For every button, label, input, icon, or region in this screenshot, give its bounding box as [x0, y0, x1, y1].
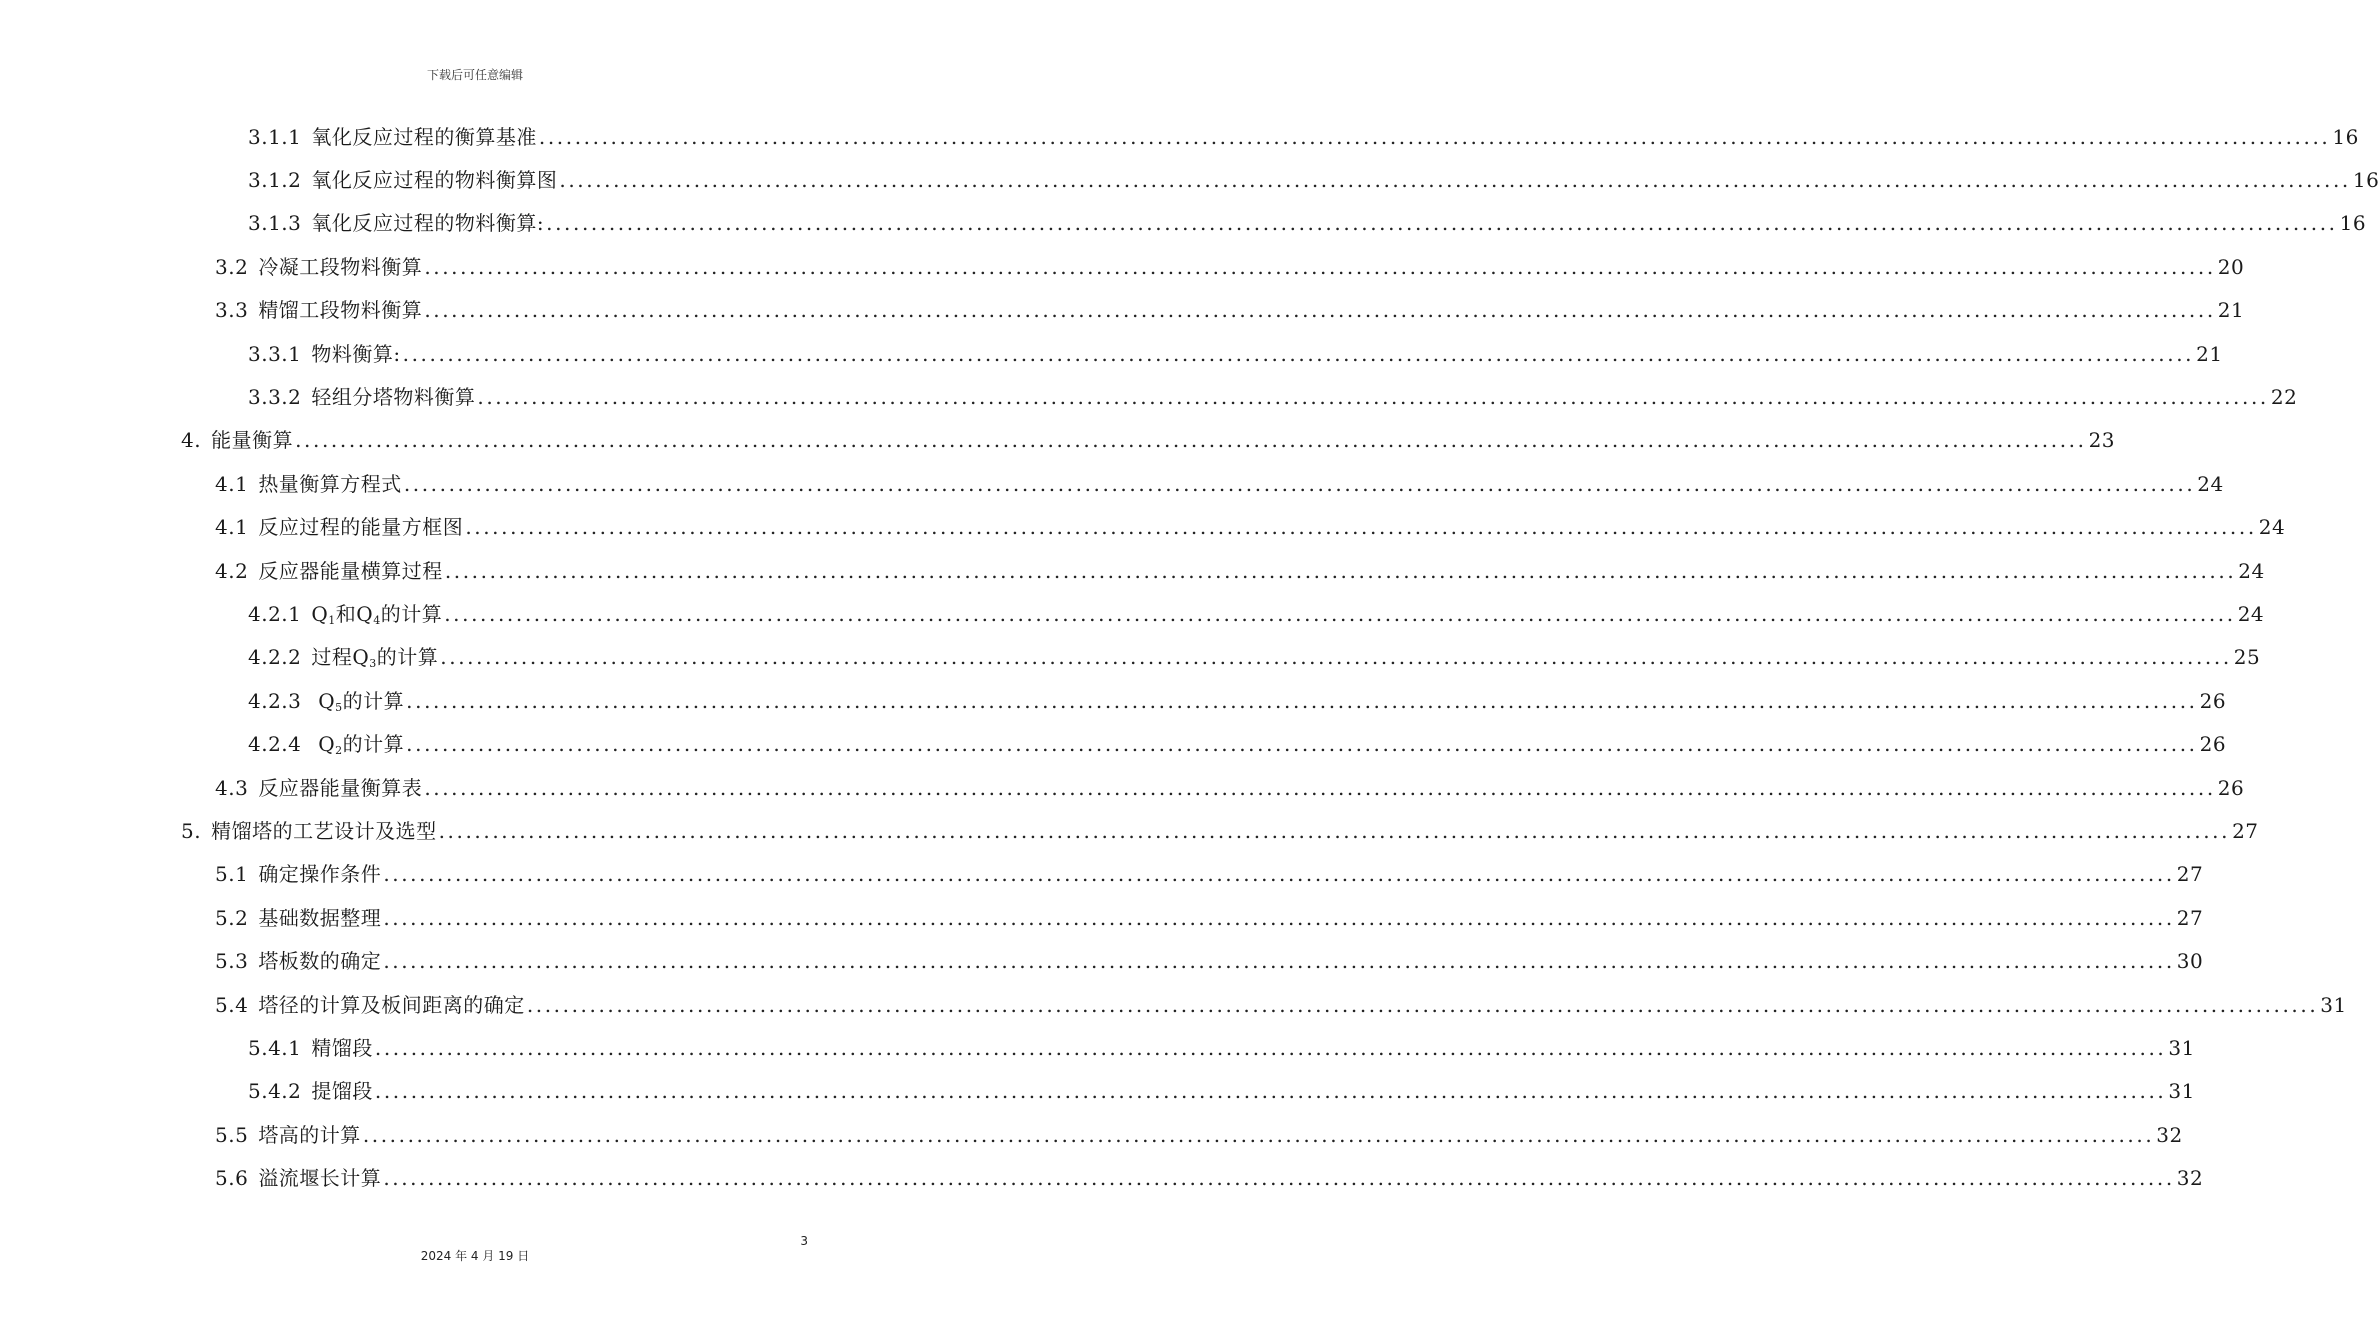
toc-entry-title: 反应器能量衡算表: [258, 775, 423, 800]
toc-entry-number: 5.: [181, 819, 202, 844]
footer-date: 2024 年 4 月 19 日: [420, 1249, 530, 1263]
toc-entry-page: 30: [2176, 949, 2204, 974]
toc-entry-title: [311, 688, 405, 714]
toc-title-subscript: 4: [373, 614, 381, 628]
toc-entry-number: 5.4.1: [248, 1036, 302, 1061]
toc-entry-title: 塔高的计算: [258, 1122, 361, 1147]
toc-dot-leader: ........................................................................................................................................................................................................: [383, 1166, 2175, 1191]
toc-entry-page: 16: [2332, 124, 2359, 149]
toc-entry-number: 4.2.1: [248, 602, 302, 627]
page-number: 3: [800, 1234, 808, 1248]
toc-entry-page: 16: [2352, 168, 2379, 193]
toc-title-text: Q: [311, 732, 336, 757]
toc-entry-title: 溢流堰长计算: [258, 1166, 382, 1191]
toc-entry-page: 26: [2217, 775, 2245, 800]
toc-entry[interactable]: [248, 202, 2367, 245]
toc-entry-number: 3.1.2: [248, 168, 302, 193]
toc-entry-title: 提馏段: [311, 1079, 373, 1104]
toc-entry[interactable]: [248, 332, 2223, 375]
toc-entry-title: 精馏塔的工艺设计及选型: [211, 819, 437, 844]
toc-title-text: Q: [311, 602, 329, 627]
toc-entry[interactable]: [215, 983, 2347, 1026]
toc-entry-page: 31: [2168, 1036, 2195, 1061]
toc-entry[interactable]: [215, 940, 2204, 983]
toc-dot-leader: ........................................................................................................................................................................................................: [362, 1122, 2155, 1147]
toc-entry-page: 26: [2199, 688, 2227, 713]
toc-entry[interactable]: [181, 809, 2259, 852]
toc-entry-page: 24: [2258, 515, 2286, 540]
toc-entry-number: 3.1.1: [248, 124, 302, 149]
toc-entry-number: 3.3.1: [248, 341, 302, 366]
toc-entry-page: 31: [2168, 1079, 2195, 1104]
toc-title-text: 的计算: [376, 645, 439, 670]
toc-entry-page: 21: [2196, 341, 2223, 366]
toc-dot-leader: ........................................................................................................................................................................................................: [424, 254, 2216, 279]
toc-dot-leader: ........................................................................................................................................................................................................: [559, 168, 2351, 193]
toc-entry-page: 16: [2339, 211, 2367, 236]
toc-dot-leader: ........................................................................................................................................................................................................: [526, 992, 2319, 1017]
toc-entry-number: 3.2: [215, 254, 249, 279]
toc-dot-leader: ........................................................................................................................................................................................................: [444, 602, 2236, 627]
toc-entry-page: 20: [2217, 254, 2245, 279]
page-header: 下载后可任意编辑: [426, 68, 523, 82]
toc-dot-leader: ........................................................................................................................................................................................................: [383, 949, 2175, 974]
toc-entry-number: 5.4.2: [248, 1079, 302, 1104]
toc-dot-leader: ........................................................................................................................................................................................................: [546, 211, 2338, 236]
toc-dot-leader: ........................................................................................................................................................................................................: [424, 775, 2216, 800]
toc-title-text: 的计算: [380, 602, 443, 627]
toc-entry-page: 27: [2232, 819, 2259, 844]
toc-entry-number: 4.1: [215, 515, 249, 540]
toc-entry-title: 精馏工段物料衡算: [258, 298, 423, 323]
toc-entry-page: 31: [2320, 992, 2347, 1017]
toc-entry-title: 氧化反应过程的物料衡算图: [311, 168, 558, 193]
toc-entry-title: 物料衡算:: [311, 341, 401, 366]
toc-dot-leader: ........................................................................................................................................................................................................: [406, 688, 2198, 713]
toc-entry-number: 5.6: [215, 1166, 249, 1191]
toc-entry-page: 23: [2088, 428, 2116, 453]
toc-entry[interactable]: [215, 766, 2245, 809]
toc-entry[interactable]: [248, 592, 2265, 635]
toc-entry[interactable]: [248, 1070, 2195, 1113]
toc-entry[interactable]: [248, 636, 2261, 679]
toc-entry-page: 24: [2197, 471, 2224, 496]
toc-entry-page: 24: [2238, 558, 2265, 583]
toc-entry[interactable]: [215, 506, 2286, 549]
toc-title-text: 和Q: [335, 602, 374, 627]
toc-entry-title: 轻组分塔物料衡算: [311, 385, 476, 410]
toc-entry-number: 4.3: [215, 775, 249, 800]
toc-entry-number: 4.2.4: [248, 732, 302, 757]
toc-entry-page: 27: [2176, 862, 2204, 887]
toc-entry-title: 反应过程的能量方框图: [258, 515, 464, 540]
toc-entry-title: 塔板数的确定: [258, 949, 382, 974]
toc-entry-title: 冷凝工段物料衡算: [258, 254, 423, 279]
toc-entry-title: [311, 645, 439, 671]
toc-entry-number: 3.3.2: [248, 385, 302, 410]
toc-entry-number: 3.1.3: [248, 211, 302, 236]
toc-dot-leader: ........................................................................................................................................................................................................: [444, 558, 2237, 583]
toc-title-text: Q: [311, 688, 336, 713]
toc-entry-page: 25: [2233, 645, 2261, 670]
toc-entry-number: 5.5: [215, 1122, 249, 1147]
toc-dot-leader: ........................................................................................................................................................................................................: [402, 341, 2195, 366]
toc-entry-title: 基础数据整理: [258, 905, 382, 930]
toc-dot-leader: ........................................................................................................................................................................................................: [538, 124, 2331, 149]
toc-dot-leader: ........................................................................................................................................................................................................: [465, 515, 2257, 540]
toc-entry[interactable]: [215, 1157, 2204, 1200]
toc-entry-page: 27: [2176, 905, 2204, 930]
toc-entry-page: 22: [2270, 385, 2298, 410]
toc-entry-number: 3.3: [215, 298, 249, 323]
toc-title-subscript: 5: [335, 700, 343, 714]
toc-entry[interactable]: [248, 1026, 2195, 1069]
toc-entry[interactable]: [215, 896, 2204, 939]
toc-entry[interactable]: [248, 375, 2298, 418]
toc-dot-leader: ........................................................................................................................................................................................................: [374, 1036, 2167, 1061]
toc-dot-leader: ........................................................................................................................................................................................................: [440, 645, 2232, 670]
toc-dot-leader: ........................................................................................................................................................................................................: [383, 862, 2175, 887]
toc-title-text: 过程Q: [311, 645, 370, 670]
toc-dot-leader: ........................................................................................................................................................................................................: [406, 732, 2198, 757]
toc-entry[interactable]: [215, 462, 2224, 505]
toc-entry-page: 32: [2176, 1166, 2204, 1191]
toc-entry-page: 21: [2217, 298, 2245, 323]
toc-entry[interactable]: [215, 245, 2245, 288]
toc-dot-leader: ........................................................................................................................................................................................................: [438, 819, 2231, 844]
toc-dot-leader: ........................................................................................................................................................................................................: [424, 298, 2216, 323]
toc-entry-title: 反应器能量横算过程: [258, 558, 443, 583]
toc-entry-number: 5.3: [215, 949, 249, 974]
toc-entry-number: 5.4: [215, 992, 249, 1017]
toc-entry-page: 24: [2237, 602, 2265, 627]
toc-entry[interactable]: [215, 289, 2245, 332]
toc-entry-title: 确定操作条件: [258, 862, 382, 887]
toc-dot-leader: ........................................................................................................................................................................................................: [403, 471, 2196, 496]
toc-entry[interactable]: [248, 679, 2227, 722]
toc-entry[interactable]: [248, 158, 2379, 201]
toc-entry-number: 4.2: [215, 558, 249, 583]
toc-entry-page: 26: [2199, 732, 2227, 757]
toc-dot-leader: ........................................................................................................................................................................................................: [374, 1079, 2167, 1104]
toc-entry[interactable]: [215, 853, 2204, 896]
toc-dot-leader: ........................................................................................................................................................................................................: [295, 428, 2087, 453]
toc-entry-number: 4.: [181, 428, 202, 453]
toc-entry-number: 5.1: [215, 862, 249, 887]
toc-entry-title: 精馏段: [311, 1036, 373, 1061]
toc-entry-title: 氧化反应过程的物料衡算:: [311, 211, 545, 236]
toc-entry-number: 4.2.2: [248, 645, 302, 670]
toc-entry[interactable]: [248, 723, 2227, 766]
toc-entry-title: 塔径的计算及板间距离的确定: [258, 992, 525, 1017]
toc-entry-title: 氧化反应过程的衡算基准: [311, 124, 537, 149]
toc-entry[interactable]: [181, 419, 2116, 462]
toc-entry-number: 4.2.3: [248, 688, 302, 713]
toc-entry[interactable]: [248, 115, 2359, 158]
toc-entry-number: 5.2: [215, 905, 249, 930]
toc-title-subscript: 2: [335, 744, 343, 758]
toc-title-subscript: 1: [328, 614, 336, 628]
toc-entry-number: 4.1: [215, 471, 249, 496]
toc-entry-title: 能量衡算: [211, 428, 294, 453]
toc-title-text: 的计算: [342, 732, 405, 757]
toc-title-text: 的计算: [342, 688, 405, 713]
toc-entry-page: 32: [2156, 1122, 2183, 1147]
toc-entry[interactable]: [215, 1113, 2183, 1156]
toc-title-subscript: 3: [369, 657, 377, 671]
toc-entry-title: 热量衡算方程式: [258, 471, 402, 496]
toc-entry-title: [311, 732, 405, 758]
toc-dot-leader: ........................................................................................................................................................................................................: [383, 905, 2175, 930]
toc-entry-title: [311, 602, 443, 628]
toc-dot-leader: ........................................................................................................................................................................................................: [477, 385, 2269, 410]
toc-entry[interactable]: [215, 549, 2265, 592]
